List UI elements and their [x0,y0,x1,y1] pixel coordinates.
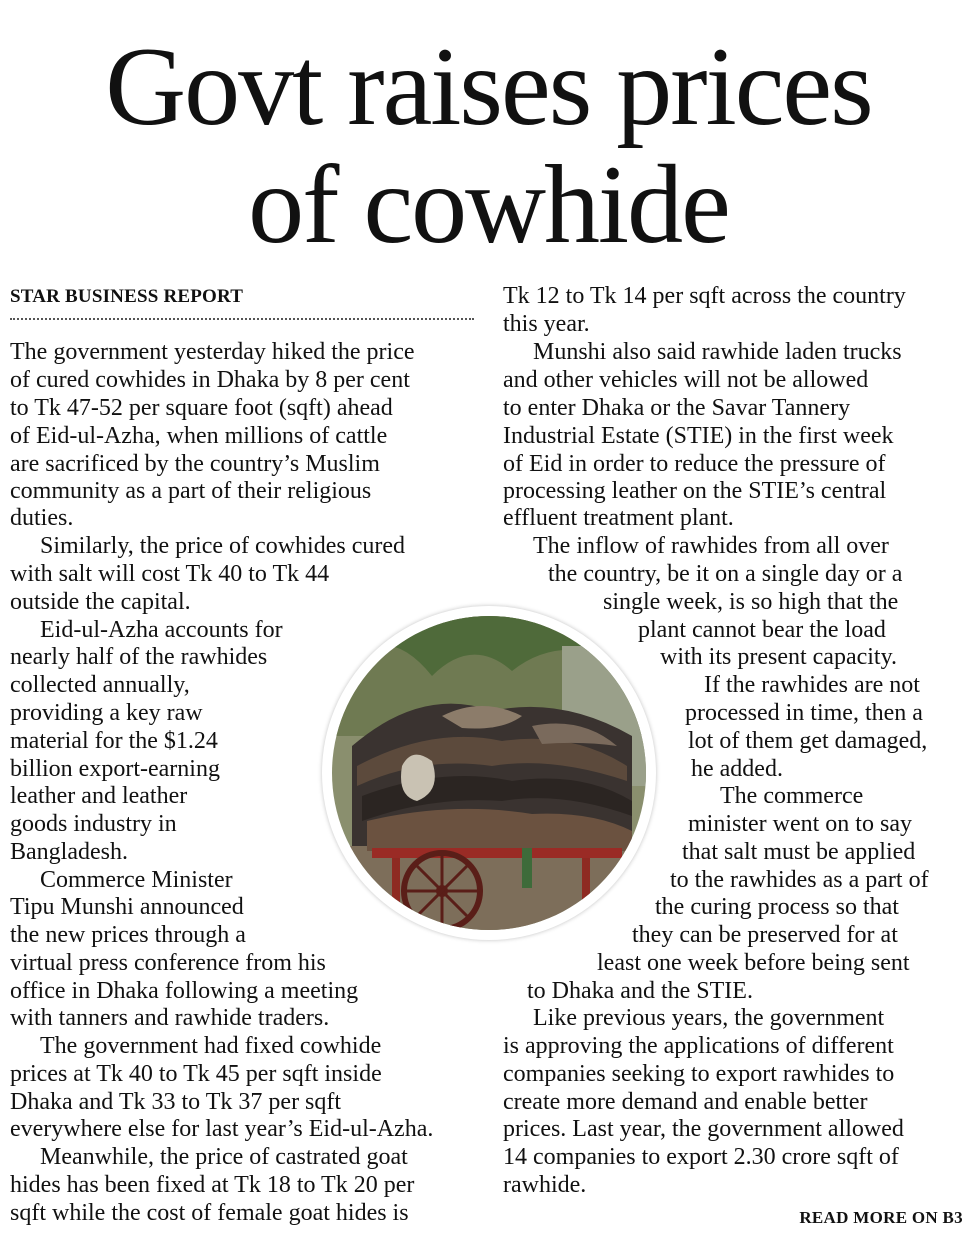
body-line: is approving the applications of different [503,1033,894,1059]
body-line: The government yesterday hiked the price [10,339,415,365]
body-line: plant cannot bear the load [638,617,886,643]
body-line: Like previous years, the government [533,1005,885,1031]
body-line: lot of them get damaged, [688,728,928,754]
body-line: with tanners and rawhide traders. [10,1005,330,1031]
rawhide-photo-image [332,616,646,930]
body-line: Dhaka and Tk 33 to Tk 37 per sqft [10,1089,342,1115]
body-line: companies seeking to export rawhides to [503,1061,895,1087]
body-line: The inflow of rawhides from all over [533,533,889,559]
body-line: of Eid in order to reduce the pressure of [503,451,886,477]
body-line: the country, be it on a single day or a [548,561,903,587]
body-line: Commerce Minister [40,867,233,893]
body-line: to enter Dhaka or the Savar Tannery [503,395,851,421]
headline [0,25,977,267]
body-line: hides has been fixed at Tk 18 to Tk 20 per [10,1172,415,1198]
body-line: Tk 12 to Tk 14 per sqft across the country [503,283,906,309]
body-line: are sacrificed by the country’s Muslim [10,451,380,477]
body-line: of cured cowhides in Dhaka by 8 per cent [10,367,410,393]
body-line: to Tk 47-52 per square foot (sqft) ahead [10,395,393,421]
rawhide-photo [322,606,656,940]
body-line: Munshi also said rawhide laden trucks [533,339,902,365]
body-line: with its present capacity. [660,644,898,670]
byline: STAR BUSINESS REPORT [10,286,244,307]
body-line: 14 companies to export 2.30 crore sqft of [503,1144,899,1170]
body-line: everywhere else for last year’s Eid-ul-Azha. [10,1116,434,1142]
read-more-link[interactable]: READ MORE ON B3 [799,1208,963,1227]
body-line: to the rawhides as a part of [670,867,929,893]
body-line: and other vehicles will not be allowed [503,367,869,393]
body-line: the curing process so that [655,894,899,920]
body-line: office in Dhaka following a meeting [10,978,359,1004]
body-line: to Dhaka and the STIE. [527,978,753,1004]
headline-line-1: Govt raises prices [105,25,872,149]
body-line: community as a part of their religious [10,478,372,504]
body-line: of Eid-ul-Azha, when millions of cattle [10,423,388,449]
body-line: effluent treatment plant. [503,505,734,531]
body-line: Industrial Estate (STIE) in the first week [503,423,894,449]
body-line: prices at Tk 40 to Tk 45 per sqft inside [10,1061,382,1087]
body-line: billion export-earning [10,756,220,782]
body-line: leather and leather [10,783,188,809]
body-line: with salt will cost Tk 40 to Tk 44 [10,561,330,587]
body-line: least one week before being sent [597,950,910,976]
headline-line-2: of cowhide [248,143,729,267]
body-line: Tipu Munshi announced [10,894,244,920]
byline-divider [10,318,474,320]
body-line: Bangladesh. [10,839,128,865]
body-line: rawhide. [503,1172,587,1198]
body-line: duties. [10,505,74,531]
body-line: single week, is so high that the [603,589,899,615]
body-line: this year. [503,311,590,337]
body-line: they can be preserved for at [632,922,898,948]
body-line: Eid-ul-Azha accounts for [40,617,283,643]
body-line: minister went on to say [688,811,912,837]
body-line: he added. [691,756,783,782]
body-line: nearly half of the rawhides [10,644,268,670]
body-line: processing leather on the STIE’s central [503,478,887,504]
body-line: material for the $1.24 [10,728,218,754]
body-line: prices. Last year, the government allowed [503,1116,904,1142]
body-line: The government had fixed cowhide [40,1033,382,1059]
body-line: outside the capital. [10,589,191,615]
body-line: virtual press conference from his [10,950,326,976]
body-line: goods industry in [10,811,177,837]
body-line: sqft while the cost of female goat hides is [10,1200,409,1226]
body-line: create more demand and enable better [503,1089,868,1115]
body-line: providing a key raw [10,700,203,726]
body-line: collected annually, [10,672,190,698]
body-line: that salt must be applied [682,839,916,865]
body-line: processed in time, then a [685,700,923,726]
body-line: The commerce [720,783,864,809]
body-line: Meanwhile, the price of castrated goat [40,1144,408,1170]
body-line: the new prices through a [10,922,246,948]
body-line: Similarly, the price of cowhides cured [40,533,405,559]
body-line: If the rawhides are not [704,672,920,698]
